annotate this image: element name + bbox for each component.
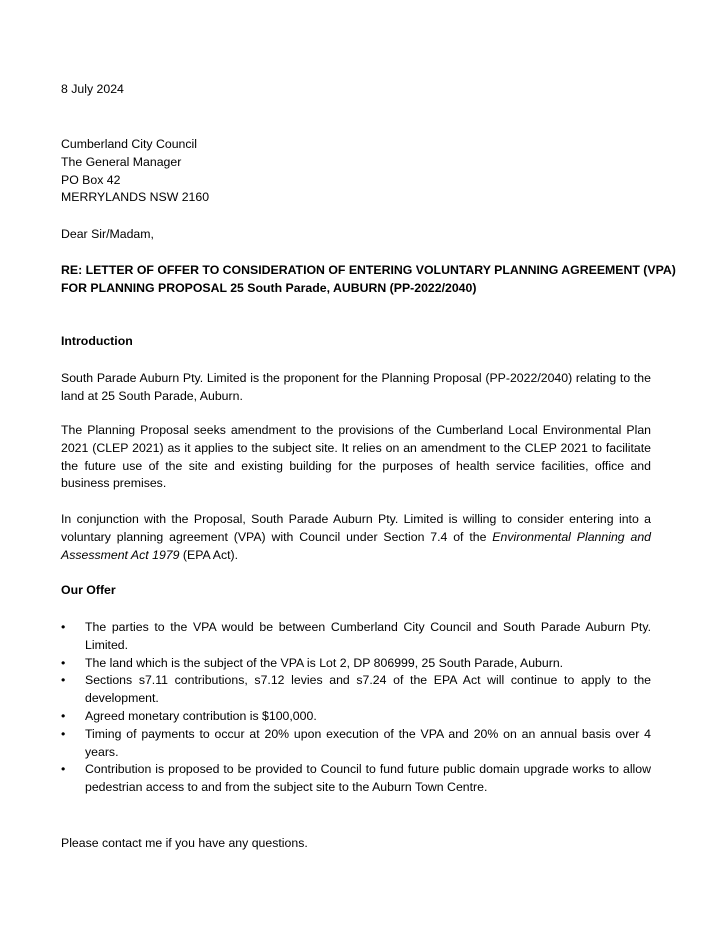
offer-list bbox=[61, 619, 651, 797]
letter-date: 8 July 2024 bbox=[61, 82, 124, 96]
introduction-heading: Introduction bbox=[61, 334, 133, 348]
epa-act-title: Environmental Planning and Assessment Act 1979 bbox=[61, 529, 651, 562]
offer-heading: Our Offer bbox=[61, 583, 116, 597]
subject-line bbox=[61, 262, 676, 298]
offer-item bbox=[61, 672, 651, 708]
offer-item bbox=[61, 708, 651, 726]
intro-paragraph-3 bbox=[61, 511, 651, 564]
bullet-icon: • bbox=[61, 655, 66, 670]
offer-item bbox=[61, 761, 651, 797]
recipient-line-2: The General Manager bbox=[61, 154, 182, 169]
recipient-line-3: PO Box 42 bbox=[61, 172, 121, 187]
offer-item bbox=[61, 619, 651, 655]
bullet-icon: • bbox=[61, 762, 66, 777]
recipient-line-4: MERRYLANDS NSW 2160 bbox=[61, 190, 210, 205]
offer-item bbox=[61, 655, 651, 673]
intro-paragraph-3-end: (EPA Act). bbox=[179, 547, 239, 562]
offer-item-text: The land which is the subject of the VPA is Lot 2, DP 806999, 25 South Parade, Auburn. bbox=[85, 655, 564, 670]
closing-line: Please contact me if you have any questions. bbox=[61, 836, 308, 850]
bullet-icon: • bbox=[61, 620, 66, 634]
offer-item-text: Timing of payments to occur at 20% upon execution of the VPA and 20% on an annual basis over 4 years. bbox=[85, 726, 651, 759]
intro-paragraph-3-start: In conjunction with the Proposal, South Parade Auburn Pty. Limited is willing to consider entering into a voluntary planning agreement (VPA) with Council under Section 7.4 of the bbox=[61, 512, 651, 544]
offer-item bbox=[61, 726, 651, 762]
bullet-icon: • bbox=[61, 673, 66, 688]
recipient-address bbox=[61, 136, 651, 207]
offer-item-text: The parties to the VPA would be between Cumberland City Council and South Parade Auburn Pty. Limited. bbox=[85, 620, 651, 652]
intro-paragraph-1: South Parade Auburn Pty. Limited is the proponent for the Planning Proposal (PP-2022/2040) relating to the land at 25 South Parade, Auburn. bbox=[61, 371, 651, 403]
subject-line-2: FOR PLANNING PROPOSAL 25 South Parade, AUBURN (PP-2022/2040) bbox=[61, 280, 477, 295]
intro-paragraph-2: The Planning Proposal seeks amendment to the provisions of the Cumberland Local Environmental Plan 2021 (CLEP 2021) as it applies to the subject site. It relies on an amendment to the CLEP 2021 to facilitate the future use of the site and existing building for the purposes of health service facilities, office and business premises. bbox=[61, 423, 651, 491]
offer-item-text: Sections s7.11 contributions, s7.12 levies and s7.24 of the EPA Act will continue to apply to the development. bbox=[85, 673, 651, 706]
recipient-line-1: Cumberland City Council bbox=[61, 137, 198, 151]
bullet-icon: • bbox=[61, 726, 66, 741]
bullet-icon: • bbox=[61, 708, 66, 723]
offer-item-text: Agreed monetary contribution is $100,000. bbox=[85, 708, 317, 723]
salutation: Dear Sir/Madam, bbox=[61, 227, 154, 241]
offer-item-text: Contribution is proposed to be provided to Council to fund future public domain upgrade works to allow pedestrian access to and from the subject site to the Auburn Town Centre. bbox=[85, 762, 651, 795]
subject-line-1: RE: LETTER OF OFFER TO CONSIDERATION OF ENTERING VOLUNTARY PLANNING AGREEMENT (VPA) bbox=[61, 263, 676, 277]
